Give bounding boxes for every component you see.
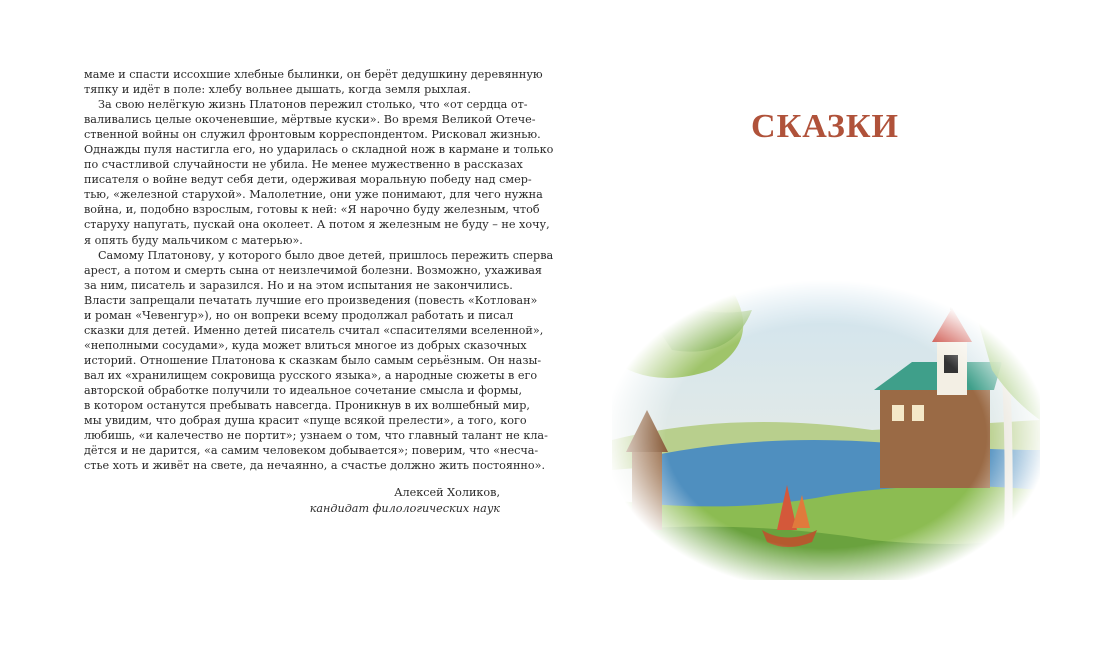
text-line: писателя о войне ведут себя дети, одерживая моральную победу над смер- — [84, 173, 532, 187]
illustration-river-village — [612, 280, 1040, 580]
left-page-body — [84, 67, 554, 473]
text-line: За свою нелёгкую жизнь Платонов пережил столько, что «от сердца от- — [98, 98, 528, 112]
text-line: ственной войны он служил фронтовым корреспондентом. Рисковал жизнью. — [84, 128, 541, 142]
text-line: «неполными сосудами», куда может влиться многое из добрых сказочных — [84, 338, 527, 352]
text-line: я опять буду мальчиком с матерью». — [84, 233, 303, 247]
text-line: тяпку и идёт в поле: хлебу вольнее дышать, когда земля рыхлая. — [84, 83, 471, 97]
text-line: стье хоть и живёт на свете, да нечаянно, а счастье должно жить постоянно». — [84, 459, 546, 473]
text-line: валивались целые окоченевшие, мёртвые куски». Во время Великой Отече- — [84, 113, 536, 127]
text-line: за ним, писатель и заразился. Но и на этом испытания не закончились. — [84, 278, 513, 292]
author-name: Алексей Холиков, — [394, 486, 500, 499]
text-line: сказки для детей. Именно детей писатель считал «спасителями вселенной», — [84, 323, 544, 337]
text-line: маме и спасти иссохшие хлебные былинки, он берёт дедушкину деревянную — [84, 68, 543, 81]
signature — [310, 485, 500, 516]
text-line: мы увидим, что добрая душа красит «пуще всякой прелести», а того, кого — [84, 414, 527, 428]
text-line: Самому Платонову, у которого было двое детей, пришлось пережить сперва — [98, 248, 554, 262]
author-role: кандидат филологических наук — [309, 501, 500, 515]
text-line: Однажды пуля настигла его, но ударилась о складной нож в кармане и только — [84, 143, 554, 157]
text-line: по счастливой случайности не убила. Не менее мужественно в рассказах — [84, 158, 523, 172]
text-line: война, и, подобно взрослым, готовы к ней: «Я нарочно буду железным, чтоб — [84, 203, 540, 217]
text-line: и роман «Чевенгур»), но он вопреки всему продолжал работать и писал — [84, 308, 514, 322]
text-line: дётся и не дарится, «а самим человеком добывается»; поверим, что «несча- — [84, 444, 539, 458]
text-line: любишь, «и калечество не портит»; узнаем о том, что главный талант не кла- — [84, 429, 548, 443]
text-line: арест, а потом и смерть сына от неизлечимой болезни. Возможно, ухаживая — [84, 263, 542, 277]
text-line: Власти запрещали печатать лучшие его произведения (повесть «Котлован» — [84, 293, 538, 307]
illustration-image — [612, 280, 1040, 580]
text-line: вал их «хранилищем сокровища русского языка», а народные сюжеты в его — [84, 368, 538, 382]
text-line: старуху напугать, пускай она околеет. А потом я железным не буду – не хочу, — [84, 218, 550, 232]
text-line: в котором останутся пребывать навсегда. Проникнув в их волшебный мир, — [84, 399, 530, 413]
section-title: СКАЗКИ — [751, 108, 899, 145]
text-line: историй. Отношение Платонова к сказкам было самым серьёзным. Он назы- — [84, 353, 542, 367]
text-line: авторской обработке получили то идеальное сочетание смысла и формы, — [84, 383, 522, 397]
text-line: тью, «железной старухой». Малолетние, они уже понимают, для чего нужна — [84, 188, 543, 202]
